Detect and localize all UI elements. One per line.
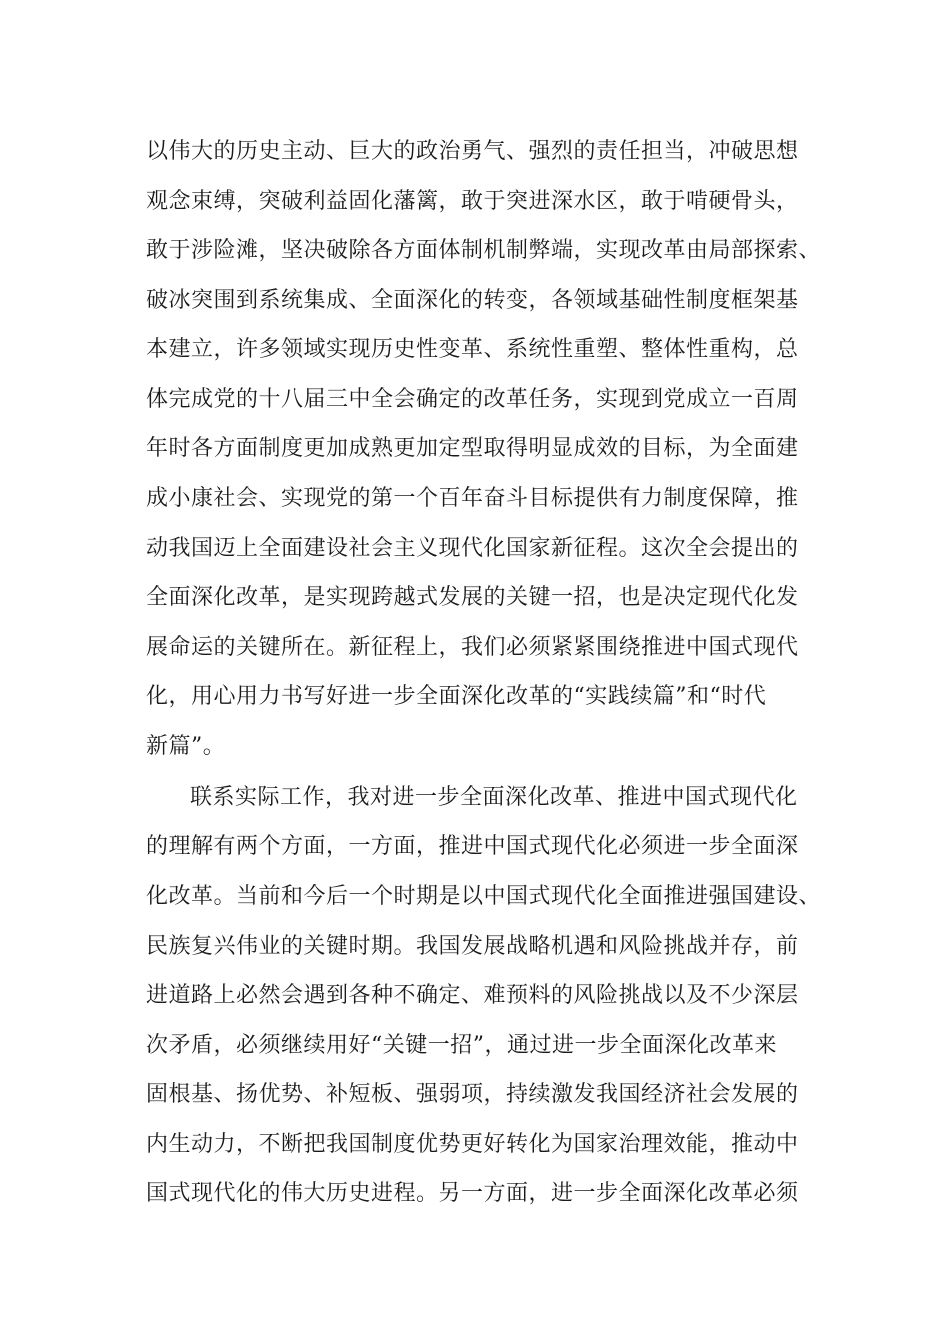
paragraph-1-line-8: 成小康社会、实现党的第一个百年奋斗目标提供有力制度保障，推: [146, 486, 799, 511]
paragraph-2-line-8: 内生动力，不断把我国制度优势更好转化为国家治理效能，推动中: [146, 1132, 799, 1157]
paragraph-2-line-5: 进道路上必然会遇到各种不确定、难预料的风险挑战以及不少深层: [146, 983, 799, 1008]
paragraph-1-line-6: 体完成党的十八届三中全会确定的改革任务，实现到党成立一百周: [146, 387, 799, 412]
paragraph-1-line-4: 破冰突围到系统集成、全面深化的转变，各领域基础性制度框架基: [146, 288, 799, 313]
paragraph-1-line-3: 敢于涉险滩，坚决破除各方面体制机制弊端，实现改革由局部探索、: [146, 238, 822, 263]
paragraph-2-line-2: 的理解有两个方面，一方面，推进中国式现代化必须进一步全面深: [146, 834, 799, 859]
paragraph-2-line-7: 固根基、扬优势、补短板、强弱项，持续激发我国经济社会发展的: [146, 1082, 799, 1107]
paragraph-1-line-5: 本建立，许多领域实现历史性变革、系统性重塑、整体性重构，总: [146, 337, 799, 362]
paragraph-2-line-6: 次矛盾，必须继续用好“关键一招”，通过进一步全面深化改革来: [146, 1033, 777, 1058]
paragraph-2-line-1: 联系实际工作，我对进一步全面深化改革、推进中国式现代化: [190, 785, 798, 810]
paragraph-2-line-9: 国式现代化的伟大历史进程。另一方面，进一步全面深化改革必须: [146, 1181, 799, 1206]
paragraph-2-line-4: 民族复兴伟业的关键时期。我国发展战略机遇和风险挑战并存，前: [146, 934, 799, 959]
paragraph-1-line-12: 化，用心用力书写好进一步全面深化改革的“实践续篇”和“时代: [146, 684, 767, 709]
paragraph-1-line-10: 全面深化改革，是实现跨越式发展的关键一招，也是决定现代化发: [146, 585, 799, 610]
paragraph-1-line-1: 以伟大的历史主动、巨大的政治勇气、强烈的责任担当，冲破思想: [146, 139, 799, 164]
paragraph-1-line-2: 观念束缚，突破利益固化藩篱，敢于突进深水区，敢于啃硬骨头，: [146, 189, 799, 214]
paragraph-1-line-13: 新篇”。: [146, 734, 226, 759]
paragraph-1-line-11: 展命运的关键所在。新征程上，我们必须紧紧围绕推进中国式现代: [146, 635, 799, 660]
paragraph-2-line-3: 化改革。当前和今后一个时期是以中国式现代化全面推进强国建设、: [146, 884, 822, 909]
paragraph-1-line-7: 年时各方面制度更加成熟更加定型取得明显成效的目标，为全面建: [146, 436, 799, 461]
paragraph-1-line-9: 动我国迈上全面建设社会主义现代化国家新征程。这次全会提出的: [146, 536, 799, 561]
